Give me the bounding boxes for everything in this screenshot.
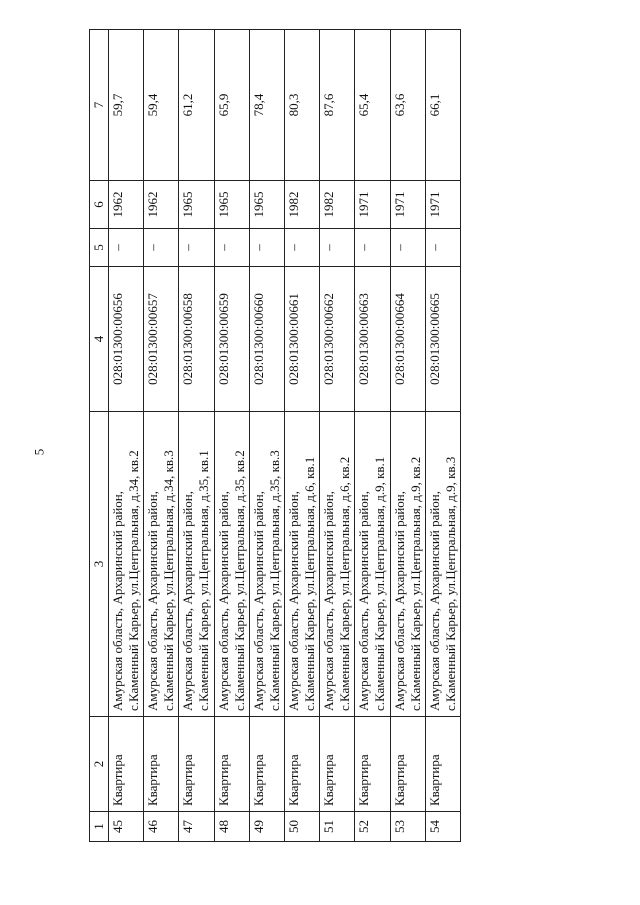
table-row — [390, 30, 425, 842]
row-number-cell: 46 — [144, 812, 179, 842]
address-cell — [214, 412, 249, 717]
address-line-2: с.Каменный Карьер, ул.Центральная, д.9, кв.2 — [407, 456, 423, 711]
address-cell — [320, 412, 355, 717]
cadastral-number-cell: 028:01300:00658 — [179, 267, 214, 412]
row-number-cell: 45 — [109, 812, 144, 842]
page-number: 5 — [31, 448, 47, 456]
year-cell: 1982 — [320, 181, 355, 229]
cadastral-number-cell: 028:01300:00662 — [320, 267, 355, 412]
object-type-cell: Квартира — [179, 717, 214, 812]
table-body — [109, 30, 461, 842]
address-line-2: с.Каменный Карьер, ул.Центральная, д.9, кв.3 — [442, 456, 458, 711]
area-cell: 80,3 — [284, 30, 319, 181]
address-line-1: Амурская область, Архаринский район, — [180, 490, 196, 711]
property-table-container — [89, 30, 461, 842]
year-cell: 1965 — [214, 181, 249, 229]
address-line-2: с.Каменный Карьер, ул.Центральная, д.34, кв.3 — [161, 450, 177, 711]
object-type-cell: Квартира — [249, 717, 284, 812]
property-table — [89, 29, 461, 842]
address-line-1: Амурская область, Архаринский район, — [110, 490, 125, 711]
area-cell: 66,1 — [425, 30, 460, 181]
address-line-1: Амурская область, Архаринский район, — [250, 490, 266, 711]
address-line-2: с.Каменный Карьер, ул.Центральная, д.6, кв.1 — [301, 456, 317, 711]
object-type-cell: Квартира — [320, 717, 355, 812]
col-header-4: 4 — [90, 267, 109, 412]
object-type-cell: Квартира — [355, 717, 390, 812]
row-number-cell: 53 — [390, 812, 425, 842]
col-header-2: 2 — [90, 717, 109, 812]
cadastral-number-cell: 028:01300:00660 — [249, 267, 284, 412]
area-cell: 87,6 — [320, 30, 355, 181]
column-5-cell: – — [390, 229, 425, 267]
cadastral-number-cell: 028:01300:00659 — [214, 267, 249, 412]
table-row — [249, 30, 284, 842]
col-header-3: 3 — [90, 412, 109, 717]
address-line-1: Амурская область, Архаринский район, — [391, 490, 407, 711]
year-cell: 1971 — [390, 181, 425, 229]
address-cell — [390, 412, 425, 717]
address-line-2: с.Каменный Карьер, ул.Центральная, д.34, кв.2 — [126, 450, 141, 711]
table-row — [109, 30, 144, 842]
address-cell — [249, 412, 284, 717]
address-cell — [179, 412, 214, 717]
table-row — [284, 30, 319, 842]
cadastral-number-cell: 028:01300:00663 — [355, 267, 390, 412]
row-number-cell: 49 — [249, 812, 284, 842]
area-cell: 59,7 — [109, 30, 144, 181]
address-line-1: Амурская область, Архаринский район, — [145, 490, 161, 711]
object-type-cell: Квартира — [390, 717, 425, 812]
area-cell: 59,4 — [144, 30, 179, 181]
address-line-2: с.Каменный Карьер, ул.Центральная, д.9, кв.1 — [372, 456, 388, 711]
column-5-cell: – — [355, 229, 390, 267]
column-5-cell: – — [249, 229, 284, 267]
address-line-1: Амурская область, Архаринский район, — [285, 490, 301, 711]
address-line-1: Амурская область, Архаринский район, — [321, 490, 337, 711]
object-type-cell: Квартира — [425, 717, 460, 812]
row-number-cell: 47 — [179, 812, 214, 842]
area-cell: 61,2 — [179, 30, 214, 181]
col-header-1: 1 — [90, 812, 109, 842]
col-header-7: 7 — [90, 30, 109, 181]
address-line-1: Амурская область, Архаринский район, — [426, 490, 442, 711]
row-number-cell: 48 — [214, 812, 249, 842]
address-line-2: с.Каменный Карьер, ул.Центральная, д.35, кв.1 — [196, 450, 212, 711]
row-number-cell: 52 — [355, 812, 390, 842]
row-number-cell: 50 — [284, 812, 319, 842]
area-cell: 63,6 — [390, 30, 425, 181]
object-type-cell: Квартира — [109, 717, 144, 812]
cadastral-number-cell: 028:01300:00664 — [390, 267, 425, 412]
cadastral-number-cell: 028:01300:00661 — [284, 267, 319, 412]
column-5-cell: – — [109, 229, 144, 267]
cadastral-number-cell: 028:01300:00657 — [144, 267, 179, 412]
area-cell: 78,4 — [249, 30, 284, 181]
address-line-1: Амурская область, Архаринский район, — [356, 490, 372, 711]
address-line-1: Амурская область, Архаринский район, — [215, 490, 231, 711]
address-cell — [284, 412, 319, 717]
address-line-2: с.Каменный Карьер, ул.Центральная, д.6, кв.2 — [337, 456, 353, 711]
cadastral-number-cell: 028:01300:00656 — [109, 267, 144, 412]
column-5-cell: – — [425, 229, 460, 267]
address-cell — [109, 412, 144, 717]
object-type-cell: Квартира — [284, 717, 319, 812]
year-cell: 1965 — [249, 181, 284, 229]
row-number-cell: 51 — [320, 812, 355, 842]
area-cell: 65,4 — [355, 30, 390, 181]
table-row — [179, 30, 214, 842]
object-type-cell: Квартира — [214, 717, 249, 812]
header-row — [90, 30, 109, 842]
column-5-cell: – — [144, 229, 179, 267]
address-line-2: с.Каменный Карьер, ул.Центральная, д.35, кв.3 — [266, 450, 282, 711]
column-5-cell: – — [214, 229, 249, 267]
year-cell: 1971 — [425, 181, 460, 229]
table-row — [214, 30, 249, 842]
address-line-2: с.Каменный Карьер, ул.Центральная, д.35, кв.2 — [231, 450, 247, 711]
table-row — [320, 30, 355, 842]
year-cell: 1971 — [355, 181, 390, 229]
col-header-5: 5 — [90, 229, 109, 267]
col-header-6: 6 — [90, 181, 109, 229]
cadastral-number-cell: 028:01300:00665 — [425, 267, 460, 412]
table-row — [144, 30, 179, 842]
address-cell — [425, 412, 460, 717]
column-5-cell: – — [284, 229, 319, 267]
address-cell — [144, 412, 179, 717]
area-cell: 65,9 — [214, 30, 249, 181]
column-5-cell: – — [179, 229, 214, 267]
object-type-cell: Квартира — [144, 717, 179, 812]
column-5-cell: – — [320, 229, 355, 267]
year-cell: 1982 — [284, 181, 319, 229]
table-row — [425, 30, 460, 842]
year-cell: 1962 — [109, 181, 144, 229]
table-row — [355, 30, 390, 842]
year-cell: 1965 — [179, 181, 214, 229]
row-number-cell: 54 — [425, 812, 460, 842]
year-cell: 1962 — [144, 181, 179, 229]
address-cell — [355, 412, 390, 717]
